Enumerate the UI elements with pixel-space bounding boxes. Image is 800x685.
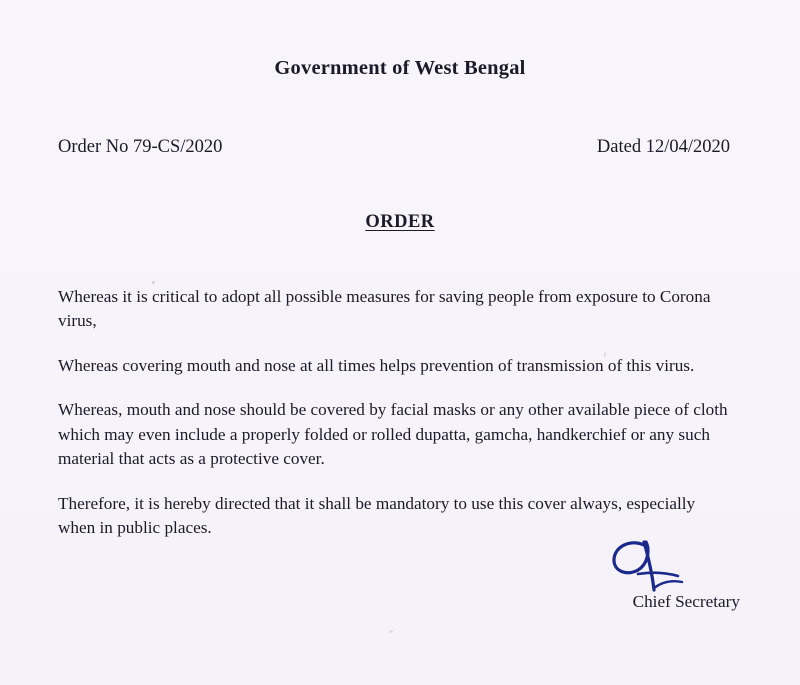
paper-speck [389, 630, 393, 633]
signature-block [482, 534, 742, 612]
page-title: Government of West Bengal [274, 57, 526, 79]
document-meta [58, 137, 742, 158]
body-paragraph: Whereas, mouth and nose should be covered by facial masks or any other available piece of cloth which may even include a properly folded or rolled dupatta, gamcha, handkerchief or any such material that acts as a protective cover. [58, 400, 728, 469]
body-paragraph: Whereas it is critical to adopt all possible measures for saving people from exposure to Corona virus, [58, 287, 711, 331]
order-date: Dated 12/04/2020 [596, 137, 730, 157]
order-number: Order No 79-CS/2020 [58, 137, 223, 157]
document-body [58, 285, 742, 540]
paper-speck [604, 352, 606, 357]
paper-speck [152, 281, 155, 284]
body-paragraph: Whereas covering mouth and nose at all times helps prevention of transmission of this virus. [58, 355, 695, 375]
body-paragraph: Therefore, it is hereby directed that it shall be mandatory to use this cover always, especially when in public places. [58, 493, 696, 537]
signature-designation: Chief Secretary [632, 592, 740, 611]
handwritten-signature-icon [482, 534, 742, 592]
order-heading: ORDER [365, 212, 435, 232]
